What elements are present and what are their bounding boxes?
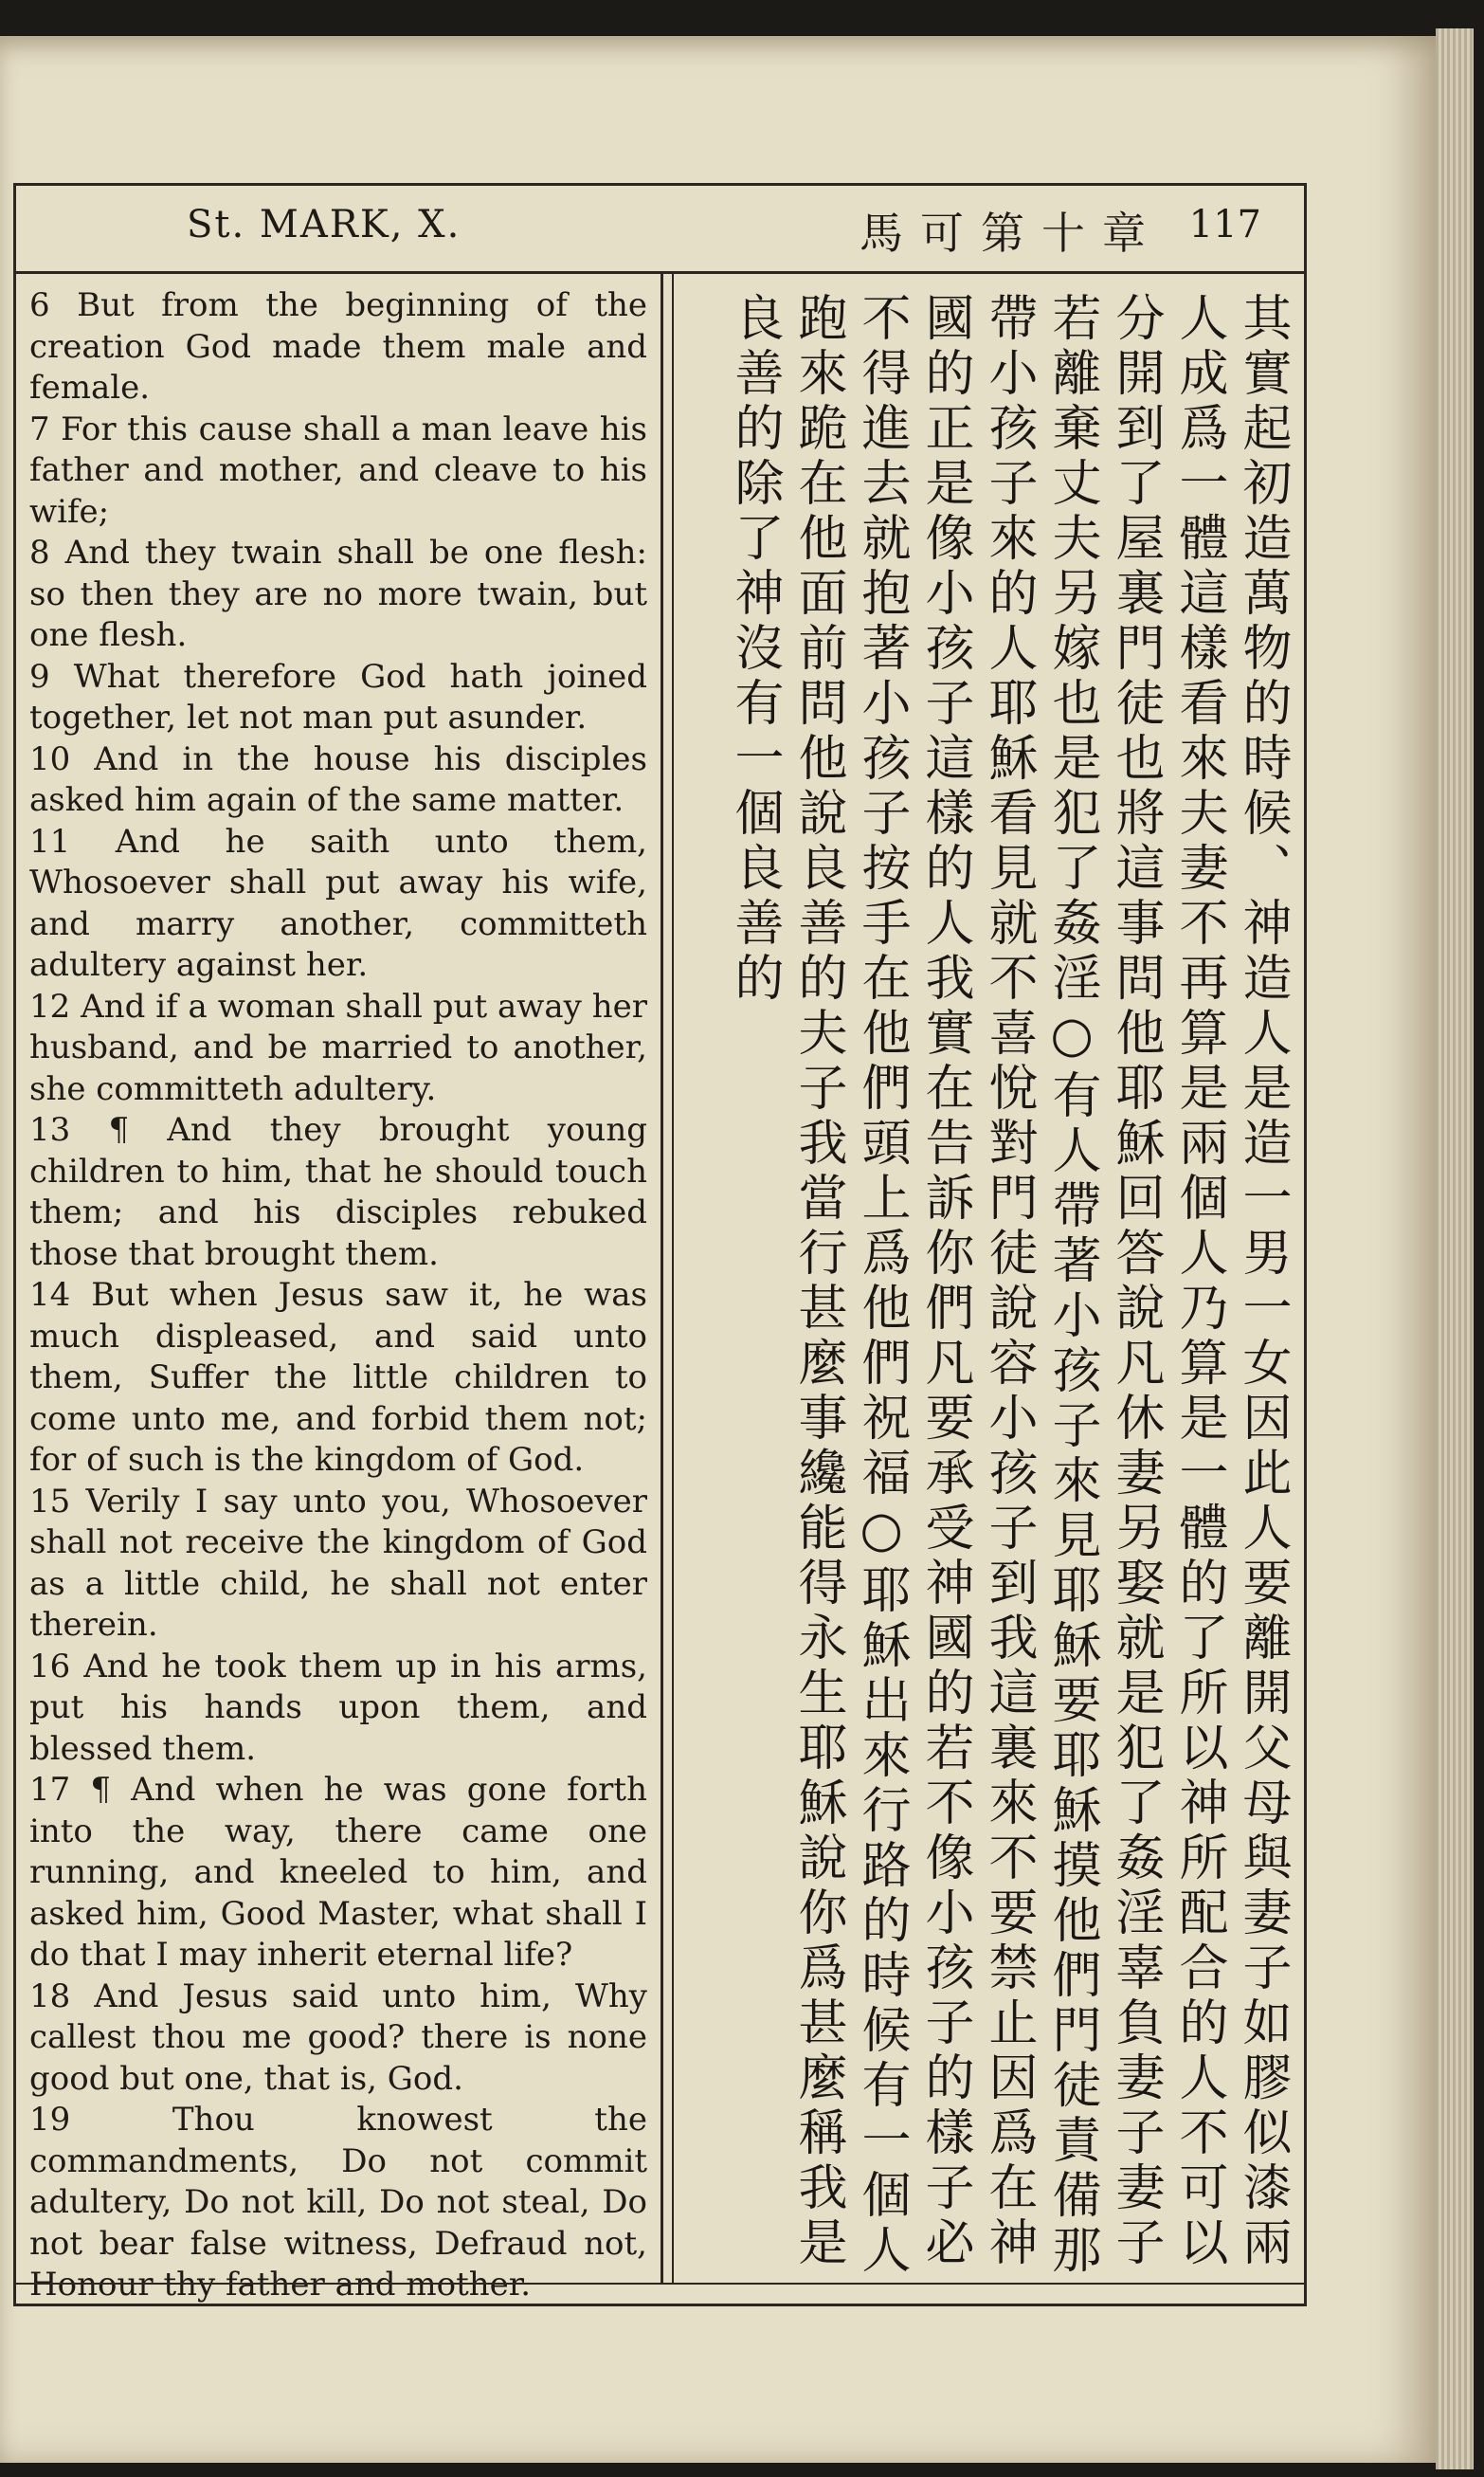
- page-number: 117: [1188, 203, 1261, 246]
- verse-14: 14 But when Jesus saw it, he was much displeased, and said unto them, Suffer the little children to come unto me, and forbid them not; for of such is the kingdom of God.: [29, 1276, 647, 1479]
- verse-13: 13 ¶ And they brought young children to him, that he should touch them; and his disciples rebuked those that brought them.: [29, 1111, 647, 1273]
- verse-8: 8 And they twain shall be one flesh: so then they are no more twain, but one flesh.: [29, 534, 647, 654]
- verse-17: 17 ¶ And when he was gone forth into the way, there came one running, and kneeled to him, and asked him, Good Master, what shall I do that I may inherit eternal life?: [29, 1771, 647, 1974]
- text-frame: [13, 183, 1307, 2306]
- verse-15: 15 Verily I say unto you, Whosoever shall not receive the kingdom of God as a little child, he shall not enter therein.: [29, 1482, 647, 1644]
- verse-16: 16 And he took them up in his arms, put his hands upon them, and blessed them.: [29, 1647, 647, 1768]
- verse-18: 18 And Jesus said unto him, Why callest thou me good? there is none good but one, that is, God.: [29, 1976, 647, 2098]
- running-title: St. MARK, X.: [187, 203, 461, 246]
- verse-10: 10 And in the house his disciples asked him again of the same matter.: [29, 739, 647, 819]
- verse-9: 9 What therefore God hath joined together, let not man put asunder.: [29, 657, 647, 737]
- english-column: [29, 285, 647, 2304]
- chinese-column: 其實起初造萬物的時候、神造人是造一男一女因此人要離開父母與妻子如膠似漆兩人成爲一體這樣看來夫妻不再算是兩個人乃算是一體的了所以神所配合的人不可以分開到了屋裏門徒也將這事問他耶穌回答說凡休妻另娶就是犯了姦淫辜負妻子妻子若離棄丈夫另嫁也是犯了姦淫○有人帶著小孩子來見耶穌要耶穌摸他們門徒責備那帶小孩子來的人耶穌看見就不喜悅對門徒說容小孩子到我這裏來不要禁止因爲在神國的正是像小孩子這樣的人我實在告訴你們凡要承受神國的若不像小孩子的樣子必不得進去就抱著小孩子按手在他們頭上爲他們祝福○耶穌出來行路的時候有一個人跑來跪在他面前問他說良善的夫子我當行甚麼事纔能得永生耶穌說你爲甚麼稱我是良善的除了神沒有一個良善的: [726, 292, 1291, 2279]
- column-divider: [661, 271, 674, 2283]
- page-edge: [1436, 28, 1474, 2469]
- verse-12: 12 And if a woman shall put away her husband, and be married to another, she committeth adultery.: [29, 987, 647, 1108]
- bottom-rule: [16, 2283, 1304, 2304]
- verse-6: 6 But from the beginning of the creation God made them male and female.: [29, 286, 647, 407]
- chinese-title: 馬可第十章: [860, 208, 1163, 259]
- verse-19: 19 Thou knowest the commandments, Do not commit adultery, Do not kill, Do not steal, Do not bear false witness, Defraud not, Honour thy father and mother.: [29, 2101, 647, 2304]
- verse-7: 7 For this cause shall a man leave his father and mother, and cleave to his wife;: [29, 410, 647, 531]
- verse-11: 11 And he saith unto them, Whosoever shall put away his wife, and marry another, committeth adultery against her.: [29, 822, 647, 984]
- page-header: [16, 186, 1304, 274]
